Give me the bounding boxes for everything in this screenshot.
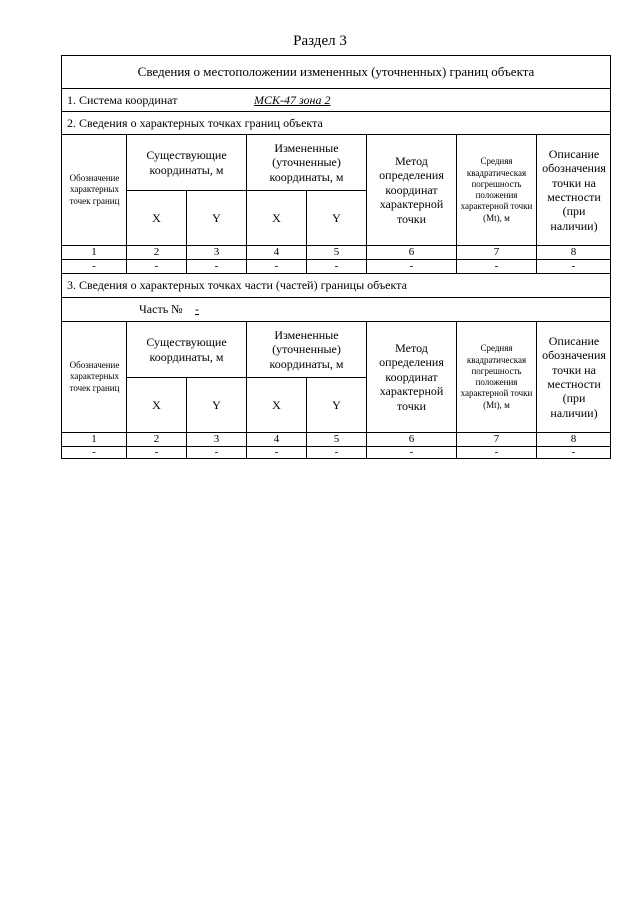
table-cell: - — [494, 446, 499, 459]
col-number: 1 — [91, 432, 97, 445]
col-number: 6 — [408, 245, 415, 258]
col-changed-header: Измененные (уточненные) координаты, м — [269, 140, 344, 184]
table-cell: - — [274, 446, 279, 459]
col-existing-x: X — [152, 397, 161, 412]
table-cell: - — [409, 259, 414, 272]
col-existing-header: Существующие координаты, м — [146, 335, 227, 364]
col-description-header: Описание обозначения точки на местности (при наличии) — [542, 146, 606, 233]
col-changed-x: X — [272, 397, 281, 412]
col-number: 2 — [153, 245, 160, 258]
table-cell: - — [274, 259, 279, 272]
coord-system-value: МСК-47 зона 2 — [254, 92, 331, 107]
col-number: 4 — [273, 245, 280, 258]
coord-system-label: 1. Система координат — [67, 92, 178, 107]
col-designation-header: Обозначение характерных точек границ — [69, 360, 120, 393]
col-number: 1 — [91, 245, 97, 258]
col-description-header: Описание обозначения точки на местности (при наличии) — [542, 333, 606, 420]
col-method-header: Метод определения координат характерной точки — [379, 154, 444, 226]
part-label: Часть № — [139, 302, 183, 317]
table-cell: - — [571, 259, 576, 272]
table-cell: - — [154, 259, 159, 272]
table-cell: - — [571, 446, 576, 459]
col-method-header: Метод определения координат характерной точки — [379, 341, 444, 413]
table-cell: - — [154, 446, 159, 459]
col-number: 2 — [153, 432, 160, 445]
col-changed-header: Измененные (уточненные) координаты, м — [269, 327, 344, 371]
col-number: 8 — [570, 245, 577, 258]
table-cell: - — [409, 446, 414, 459]
table-cell: - — [494, 259, 499, 272]
table-cell: - — [92, 259, 96, 272]
col-number: 5 — [333, 245, 340, 258]
col-error-header: Средняя квадратическая погрешность положения характерной точки (Mt), м — [460, 156, 533, 223]
table-cell: - — [214, 446, 219, 459]
col-existing-header: Существующие координаты, м — [146, 148, 227, 177]
col-existing-x: X — [152, 210, 161, 225]
col-number: 6 — [408, 432, 415, 445]
col-number: 3 — [213, 245, 220, 258]
section2-title: 2. Сведения о характерных точках границ объекта — [67, 115, 323, 130]
col-number: 7 — [493, 432, 500, 445]
col-number: 8 — [570, 432, 577, 445]
col-designation-header: Обозначение характерных точек границ — [69, 173, 120, 206]
table-cell: - — [92, 446, 96, 459]
col-existing-y: Y — [212, 210, 221, 225]
col-number: 5 — [333, 432, 340, 445]
col-number: 7 — [493, 245, 500, 258]
table-cell: - — [214, 259, 219, 272]
table-cell: - — [334, 259, 339, 272]
table-cell: - — [334, 446, 339, 459]
col-changed-x: X — [272, 210, 281, 225]
col-number: 3 — [213, 432, 220, 445]
col-changed-y: Y — [332, 210, 341, 225]
part-value: - — [195, 302, 199, 317]
section-3-form — [61, 55, 611, 459]
col-error-header: Средняя квадратическая погрешность положения характерной точки (Mt), м — [460, 343, 533, 410]
col-existing-y: Y — [212, 397, 221, 412]
section-title: Сведения о местоположении измененных (уточненных) границ объекта — [137, 64, 535, 80]
col-number: 4 — [273, 432, 280, 445]
col-changed-y: Y — [332, 397, 341, 412]
section3-title: 3. Сведения о характерных точках части (частей) границы объекта — [67, 278, 407, 293]
section-heading: Раздел 3 — [293, 33, 347, 49]
